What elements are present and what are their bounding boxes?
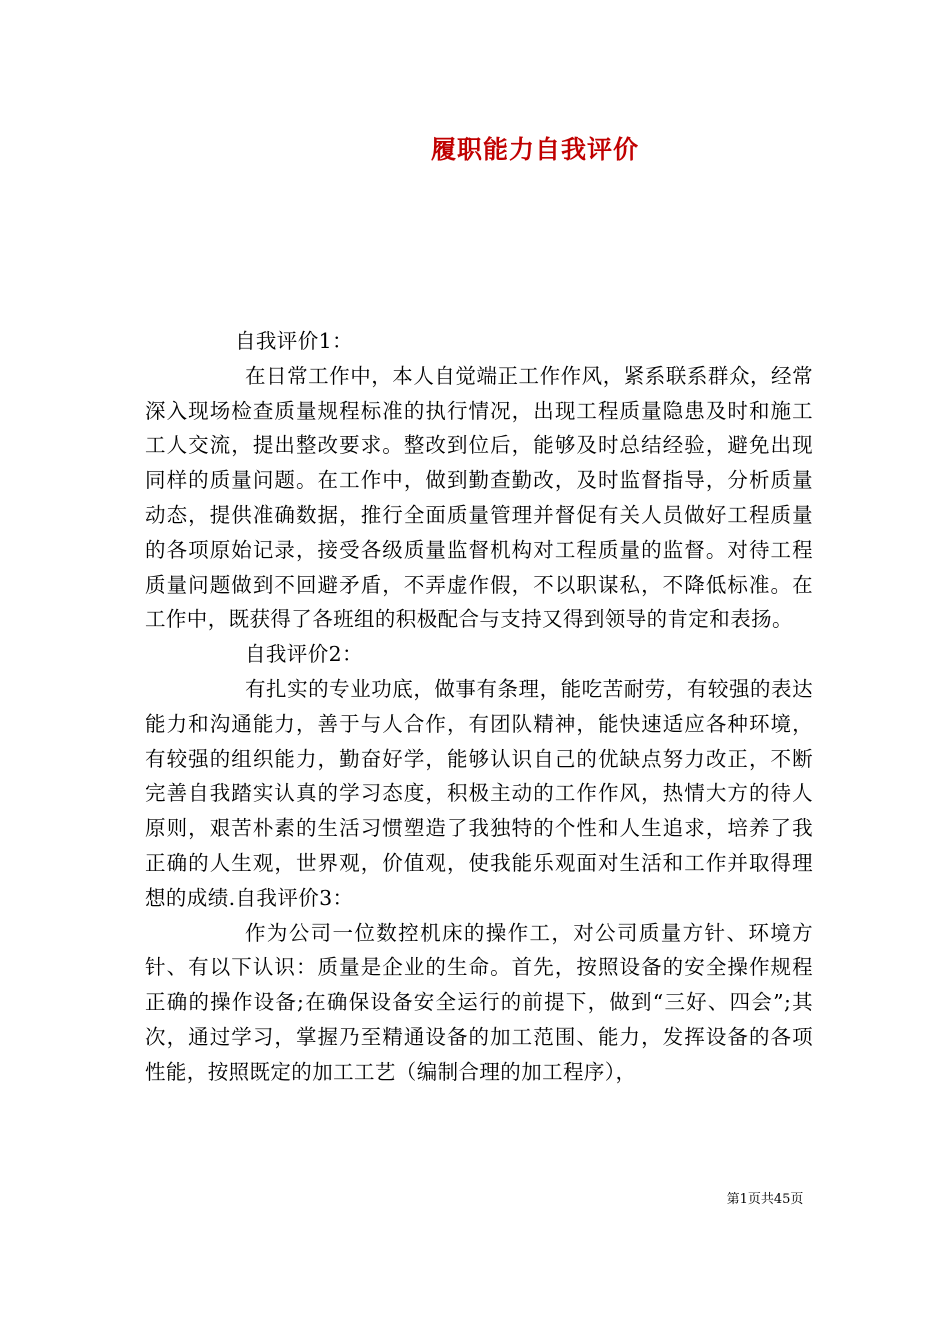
document-title: 履职能力自我评价	[430, 135, 639, 164]
section-paragraph-2: 有扎实的专业功底，做事有条理，能吃苦耐劳，有较强的表达能力和沟通能力，善于与人合作，有团队精神，能快速适应各种环境，有较强的组织能力，勤奋好学，能够认识自己的优缺点努力改正，不断完善自我踏实认真的学习态度，积极主动的工作作风，热情大方的待人原则，艰苦朴素的生活习惯塑造了我独特的个性和人生追求，培养了我正确的人生观，世界观，价值观，使我能乐观面对生活和工作并取得理想的成绩.自我评价3：	[145, 676, 813, 910]
page-number-footer: 第1页共45页	[726, 1192, 804, 1207]
section-heading-1: 自我评价1：	[235, 329, 353, 353]
section-paragraph-1: 在日常工作中，本人自觉端正工作作风，紧系联系群众，经常深入现场检查质量规程标准的执行情况，出现工程质量隐患及时和施工工人交流，提出整改要求。整改到位后，能够及时总结经验，避免出现同样的质量问题。在工作中，做到勤查勤改，及时监督指导，分析质量动态，提供准确数据，推行全面质量管理并督促有关人员做好工程质量的各项原始记录，接受各级质量监督机构对工程质量的监督。对待工程质量问题做到不回避矛盾，不弄虚作假，不以职谋私，不降低标准。在工作中，既获得了各班组的积极配合与支持又得到领导的肯定和表扬。	[145, 363, 813, 632]
section-heading-2: 自我评价2：	[245, 642, 363, 667]
section-paragraph-3: 作为公司一位数控机床的操作工，对公司质量方针、环境方针、有以下认识：质量是企业的生命。首先，按照设备的安全操作规程正确的操作设备;在确保设备安全运行的前提下，做到“三好、四会”;其次，通过学习，掌握乃至精通设备的加工范围、能力，发挥设备的各项性能，按照既定的加工工艺（编制合理的加工程序），	[145, 920, 813, 1084]
document-body	[145, 324, 813, 1090]
